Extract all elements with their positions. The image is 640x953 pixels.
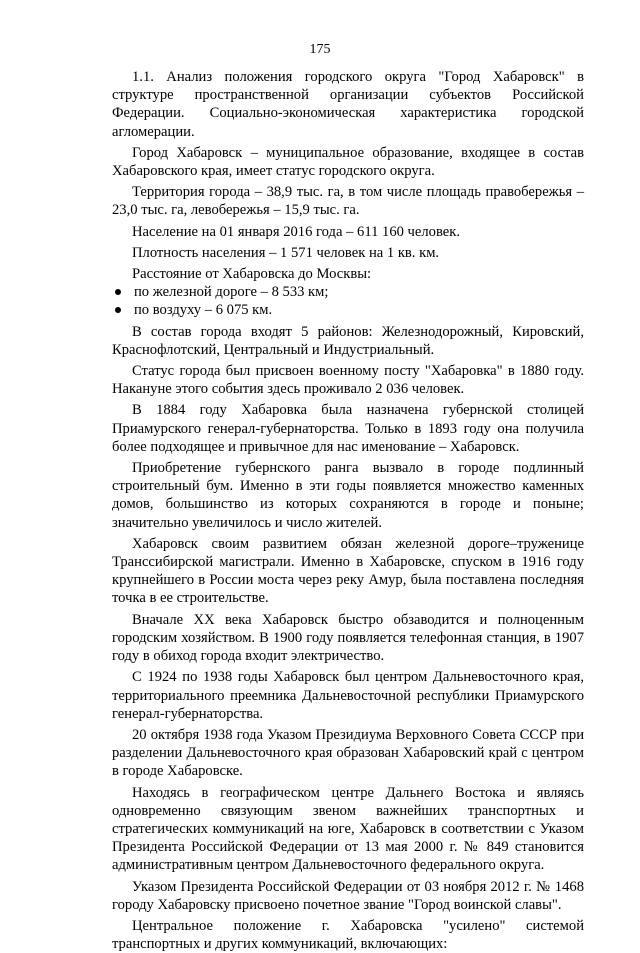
paragraph: Расстояние от Хабаровска до Москвы: [132, 266, 372, 283]
distance-list [112, 283, 584, 319]
paragraph: Хабаровск своим развитием обязан железной дороге–труженице Транссибирской магистрали. Именно в Хабаровске, спуском в 1916 году крупнейшего в России моста через реку Амур, была поставлена последняя точка в ее строительстве. [112, 535, 584, 607]
paragraph: С 1924 по 1938 годы Хабаровск был центром Дальневосточного края, территориального преемника Дальневосточной республики Приамурского генерал-губернаторства. [112, 669, 584, 722]
paragraph: Центральное положение г. Хабаровска "усилено" системой транспортных и других коммуникаций, включающих: [112, 917, 584, 953]
paragraph: Плотность населения – 1 571 человек на 1 кв. км. [132, 244, 440, 261]
list-item [112, 283, 584, 301]
list-item-text: по железной дороге – 8 533 км; [134, 284, 329, 301]
paragraph: Вначале XX века Хабаровск быстро обзаводится и полноценным городским хозяйством. В 1900 году появляется телефонная станция, в 1907 году в обиход города входит электричество. [112, 611, 584, 665]
paragraph: В 1884 году Хабаровка была назначена губернской столицей Приамурского генерал-губернаторства. Только в 1893 году она получила более подходящее и привычное для нас именование – Хабаровск. [112, 402, 584, 455]
paragraph: Город Хабаровск – муниципальное образование, входящее в состав Хабаровского края, имеет статус городского округа. [112, 144, 584, 180]
paragraph: 20 октября 1938 года Указом Президиума Верховного Совета СССР при разделении Дальневосточного края образован Хабаровский край с центром в городе Хабаровске. [112, 726, 584, 780]
bullet-icon [115, 289, 121, 295]
paragraph: Территория города – 38,9 тыс. га, в том числе площадь правобережья – 23,0 тыс. га, левобережья – 15,9 тыс. га. [112, 184, 584, 219]
paragraph: Указом Президента Российской Федерации от 03 ноября 2012 г. № 1468 городу Хабаровску присвоено почетное звание "Город воинской славы". [112, 878, 584, 913]
paragraph: Статус города был присвоен военному посту "Хабаровка" в 1880 году. Накануне этого события здесь проживало 2 036 человек. [112, 363, 584, 398]
list-item-text: по воздуху – 6 075 км. [134, 302, 273, 319]
body-text [112, 68, 584, 953]
paragraph: Население на 01 января 2016 года – 611 160 человек. [132, 223, 460, 240]
bullet-icon [115, 307, 121, 313]
paragraph: В состав города входят 5 районов: Железнодорожный, Кировский, Краснофлотский, Центральный и Индустриальный. [112, 323, 584, 358]
paragraph: Приобретение губернского ранга вызвало в городе подлинный строительный бум. Именно в эти годы появляется множество каменных домов, большинство из которых сохраняются в городе и поныне; значительно увеличилось и число жителей. [112, 460, 584, 531]
section-heading-paragraph: 1.1. Анализ положения городского округа "Город Хабаровск" в структуре пространственной организации субъектов Российской Федерации. Социально-экономическая характеристика городской агломерации. [112, 69, 584, 140]
page-number: 175 [309, 42, 331, 57]
list-item [112, 301, 584, 319]
paragraph: Находясь в географическом центре Дальнего Востока и являясь одновременно связующим звеном важнейших транспортных и стратегических коммуникаций на юге, Хабаровск в соответствии с Указом Президента Российской Федерации от 13 мая 2000 г. № 849 становится административным центром Дальневосточного федерального округа. [112, 784, 584, 874]
